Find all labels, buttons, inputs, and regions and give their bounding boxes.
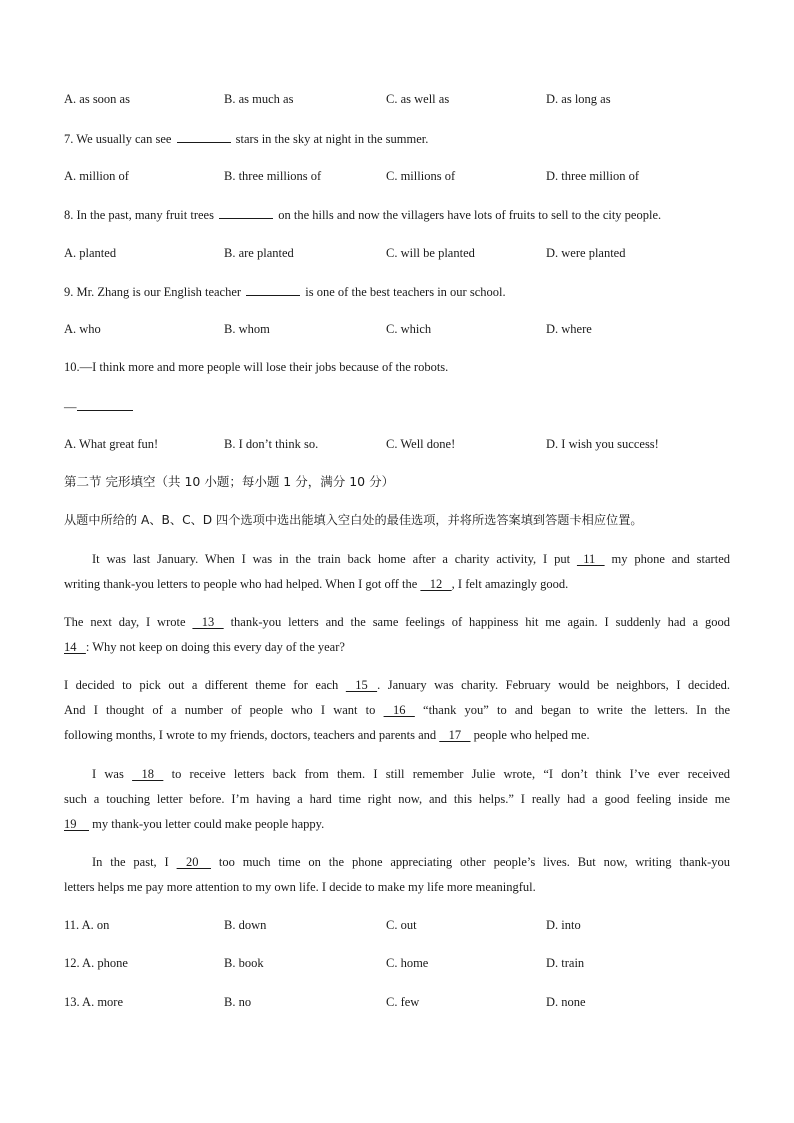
q10-answer-line xyxy=(64,398,730,415)
q10-option-c: C. Well done! xyxy=(386,437,456,451)
q12-option-c: C. home xyxy=(386,956,429,970)
q7-option-a: A. million of xyxy=(64,169,129,183)
passage-paragraph-2: The next day, I wrote 13 thank-you letters and the same feelings of happiness hit me again. I suddenly had a good 14 : Why not keep on doing this every day of the year? xyxy=(64,610,730,660)
q6-option-d: D. as long as xyxy=(546,92,611,106)
blank-20: 20 xyxy=(176,855,211,869)
q7-options xyxy=(64,168,730,184)
q9-options xyxy=(64,321,730,337)
q11-option-c: C. out xyxy=(386,918,417,932)
q8-stem-before: 8. In the past, many fruit trees xyxy=(64,208,214,222)
q10-stem: 10.—I think more and more people will lose their jobs because of the robots. xyxy=(64,360,449,374)
q6-option-c: C. as well as xyxy=(386,92,450,106)
q10-option-d: D. I wish you success! xyxy=(546,437,659,451)
passage-paragraph-5: In the past, I 20 too much time on the phone appreciating other people’s lives. But now, writing thank-you letters helps me pay more attention to my own life. I decide to make my life more meaningful. xyxy=(64,850,730,900)
q8-option-d: D. were planted xyxy=(546,246,626,260)
blank-14: 14 xyxy=(64,640,86,654)
blank-18: 18 xyxy=(132,767,164,781)
q7-option-d: D. three million of xyxy=(546,169,640,183)
q9-option-d: D. where xyxy=(546,322,592,336)
q13-option-b: B. no xyxy=(224,995,252,1009)
blank-19: 19 xyxy=(64,817,89,831)
q9-stem-before: 9. Mr. Zhang is our English teacher xyxy=(64,285,242,299)
q7-blank xyxy=(177,130,231,143)
q13-option-d: D. none xyxy=(546,995,586,1009)
q8-stem xyxy=(64,206,730,223)
q9-stem xyxy=(64,283,730,300)
q10-option-a: A. What great fun! xyxy=(64,437,159,451)
section-heading: 第二节 完形填空（共 10 小题；每小题 1 分，满分 10 分） xyxy=(64,474,395,489)
q12-option-b: B. book xyxy=(224,956,264,970)
q11-options xyxy=(64,917,730,933)
q7-stem-after: stars in the sky at night in the summer. xyxy=(235,132,429,146)
blank-12: 12 xyxy=(420,577,452,591)
q9-blank xyxy=(246,283,300,296)
q10-blank xyxy=(77,398,133,411)
q10-dash: — xyxy=(64,400,77,414)
q7-option-c: C. millions of xyxy=(386,169,456,183)
q13-options xyxy=(64,994,730,1010)
q8-option-b: B. are planted xyxy=(224,246,294,260)
passage-paragraph-1: It was last January. When I was in the train back home after a charity activity, I put 11 my phone and started writing thank-you letters to people who had helped. When I got off the 12 , I felt amazingly good. xyxy=(64,547,730,597)
q10-options xyxy=(64,436,730,452)
q6-option-a: A. as soon as xyxy=(64,92,130,106)
passage-paragraph-3: I decided to pick out a different theme for each 15 . January was charity. February would be neighbors, I decided. And I thought of a number of people who I want to 16 “thank you” to and began to write the letters. In the following months, I wrote to my friends, doctors, teachers and parents and 17 people who helped me. xyxy=(64,673,730,748)
q6-option-b: B. as much as xyxy=(224,92,294,106)
blank-15: 15 xyxy=(345,678,378,692)
q13-option-a: 13. A. more xyxy=(64,995,124,1009)
q8-options xyxy=(64,245,730,261)
q7-stem xyxy=(64,130,730,147)
q9-option-a: A. who xyxy=(64,322,101,336)
passage-paragraph-4: I was 18 to receive letters back from them. I still remember Julie wrote, “I don’t think I’ve ever received such a touching letter before. I’m having a hard time right now, and this helps.” I really had a good feeling inside me 19 my thank-you letter could make people happy. xyxy=(64,762,730,837)
q12-option-a: 12. A. phone xyxy=(64,956,128,970)
q8-blank xyxy=(219,206,273,219)
q11-option-b: B. down xyxy=(224,918,267,932)
q11-option-d: D. into xyxy=(546,918,581,932)
section-instruction: 从题中所给的 A、B、C、D 四个选项中选出能填入空白处的最佳选项，并将所选答案填到答题卡相应位置。 xyxy=(64,513,643,527)
q11-option-a: 11. A. on xyxy=(64,918,110,932)
blank-17: 17 xyxy=(439,728,471,742)
blank-11: 11 xyxy=(576,552,605,566)
q8-option-c: C. will be planted xyxy=(386,246,475,260)
q6-options xyxy=(64,91,730,107)
blank-13: 13 xyxy=(192,615,224,629)
q9-option-c: C. which xyxy=(386,322,432,336)
q7-option-b: B. three millions of xyxy=(224,169,322,183)
q13-option-c: C. few xyxy=(386,995,420,1009)
q8-stem-after: on the hills and now the villagers have lots of fruits to sell to the city people. xyxy=(278,208,662,222)
q7-stem-before: 7. We usually can see xyxy=(64,132,172,146)
q10-option-b: B. I don’t think so. xyxy=(224,437,319,451)
q9-stem-after: is one of the best teachers in our school. xyxy=(305,285,506,299)
blank-16: 16 xyxy=(383,703,415,717)
q9-option-b: B. whom xyxy=(224,322,270,336)
q12-options xyxy=(64,955,730,971)
q12-option-d: D. train xyxy=(546,956,585,970)
q8-option-a: A. planted xyxy=(64,246,117,260)
